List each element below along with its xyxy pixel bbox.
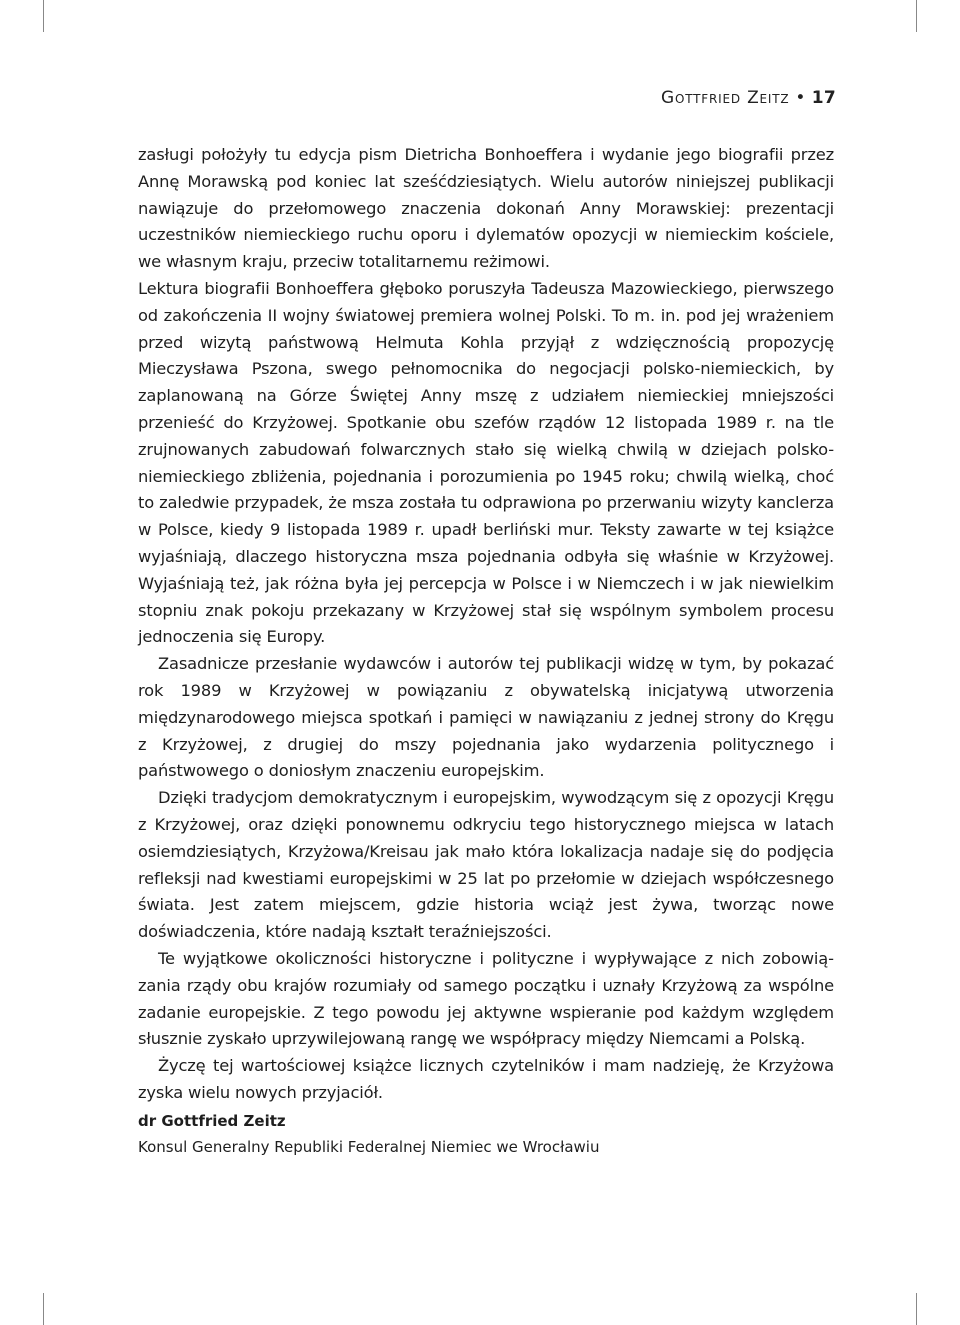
paragraph-1: zasługi położyły tu edycja pism Dietricha Bonhoeffera i wydanie jego biografii przez Annę Morawską pod koniec lat sześćdziesiątych. Wielu autorów niniejszej publikacji nawiązuje do przełomowego znaczenia dokonań Anny Morawskiej: prezentacji uczestników niemieckiego ruchu oporu i dylematów opozycji w niemieckim kościele, we własnym kraju, przeciw totalitarnemu reżimowi. <box>138 145 834 272</box>
crop-mark-top-left <box>43 0 44 32</box>
page-number: 17 <box>811 88 836 108</box>
paragraph-4: Dzięki tradycjom demokratycznym i europejskim, wywodzącym się z opozycji Kręgu z Krzyżowej, oraz dzięki ponownemu odkryciu tego historycznego miejsca w latach osiemdziesiątych, Krzyżowa/Kreisau jak mało która lokalizacja nadaje się do podjęcia refleksji nad kwestiami europejskimi w 25 lat po przełomie w dziejach współczesnego świata. Jest zatem miejscem, gdzie historia wciąż jest żywa, tworząc nowe doświadczenia, które nadają kształt teraźniejszości. <box>138 788 834 942</box>
running-head-separator: • <box>795 88 806 108</box>
crop-mark-top-right <box>916 0 917 32</box>
crop-mark-bottom-left <box>43 1293 44 1325</box>
running-head-author: Gottfried Zeitz <box>661 88 790 108</box>
paragraph-2: Lektura biografii Bonhoeffera głęboko poruszyła Tadeusza Mazowieckiego, pierwszego od zakończenia II wojny światowej premiera wolnej Polski. To m. in. pod jej wrażeniem przed wizytą państwową Helmuta Kohla przyjął z wdzięcznością propozycję Mieczysława Pszona, swego pełnomocnika do negocjacji polsko-​niemieckich, by zaplanowaną na Górze Świętej Anny mszę z udziałem niemieckiej mniejszości przenieść do Krzyżowej. Spotkanie obu szefów rządów 12 listopada 1989 r. na tle zrujnowanych zabudowań folwarcznych stało się wielką chwilą w dziejach polsko-niemieckiego zbliżenia, pojednania i porozumienia po 1945 roku; chwilą wielką, choć to zaledwie przypadek, że msza została tu odprawiona po przerwaniu wizyty kanclerza w Polsce, kiedy 9 listopada 1989 r. upadł berliński mur. Teksty zawarte w tej książce wyjaśniają, dlaczego historyczna msza pojednania odbyła się właśnie w Krzyżowej. Wyjaśniają też, jak różna była jej percepcja w Polsce i w Niemczech i w jak niewielkim stopniu znak pokoju przekazany w Krzyżowej stał się wspólnym symbolem procesu jednoczenia się Europy. <box>138 278 834 647</box>
paragraph-5: Te wyjątkowe okoliczności historyczne i polityczne i wypływające z nich zobowiązania rządy obu krajów rozumiały od samego początku i uznały Krzyżową za wspólne zadanie europejskie. Z tego powodu jej aktywne wspieranie pod każdym względem słusznie zyskało uprzywilejowaną rangę we współpracy między Niemcami a Polską. <box>138 948 834 1049</box>
crop-mark-bottom-right <box>916 1293 917 1325</box>
running-head <box>661 88 836 108</box>
paragraph-6: Życzę tej wartościowej książce licznych czytelników i mam nadzieję, że Krzyżowa zyska wielu nowych przyjaciół. <box>138 1056 834 1102</box>
paragraph-3: Zasadnicze przesłanie wydawców i autorów tej publikacji widzę w tym, by pokazać rok 1989 w Krzyżowej w powiązaniu z obywatelską inicjatywą utworzenia międzynarodowego miejsca spotkań i pamięci w nawiązaniu z jednej strony do Kręgu z Krzyżowej, z drugiej do mszy pojednania jako wydarzenia politycznego i państwowego o doniosłym znaczeniu europejskim. <box>138 654 834 781</box>
signature-name: dr Gottfried Zeitz <box>138 1112 286 1130</box>
signature-position: Konsul Generalny Republiki Federalnej Niemiec we Wrocławiu <box>138 1138 600 1156</box>
body-text <box>138 142 834 1107</box>
